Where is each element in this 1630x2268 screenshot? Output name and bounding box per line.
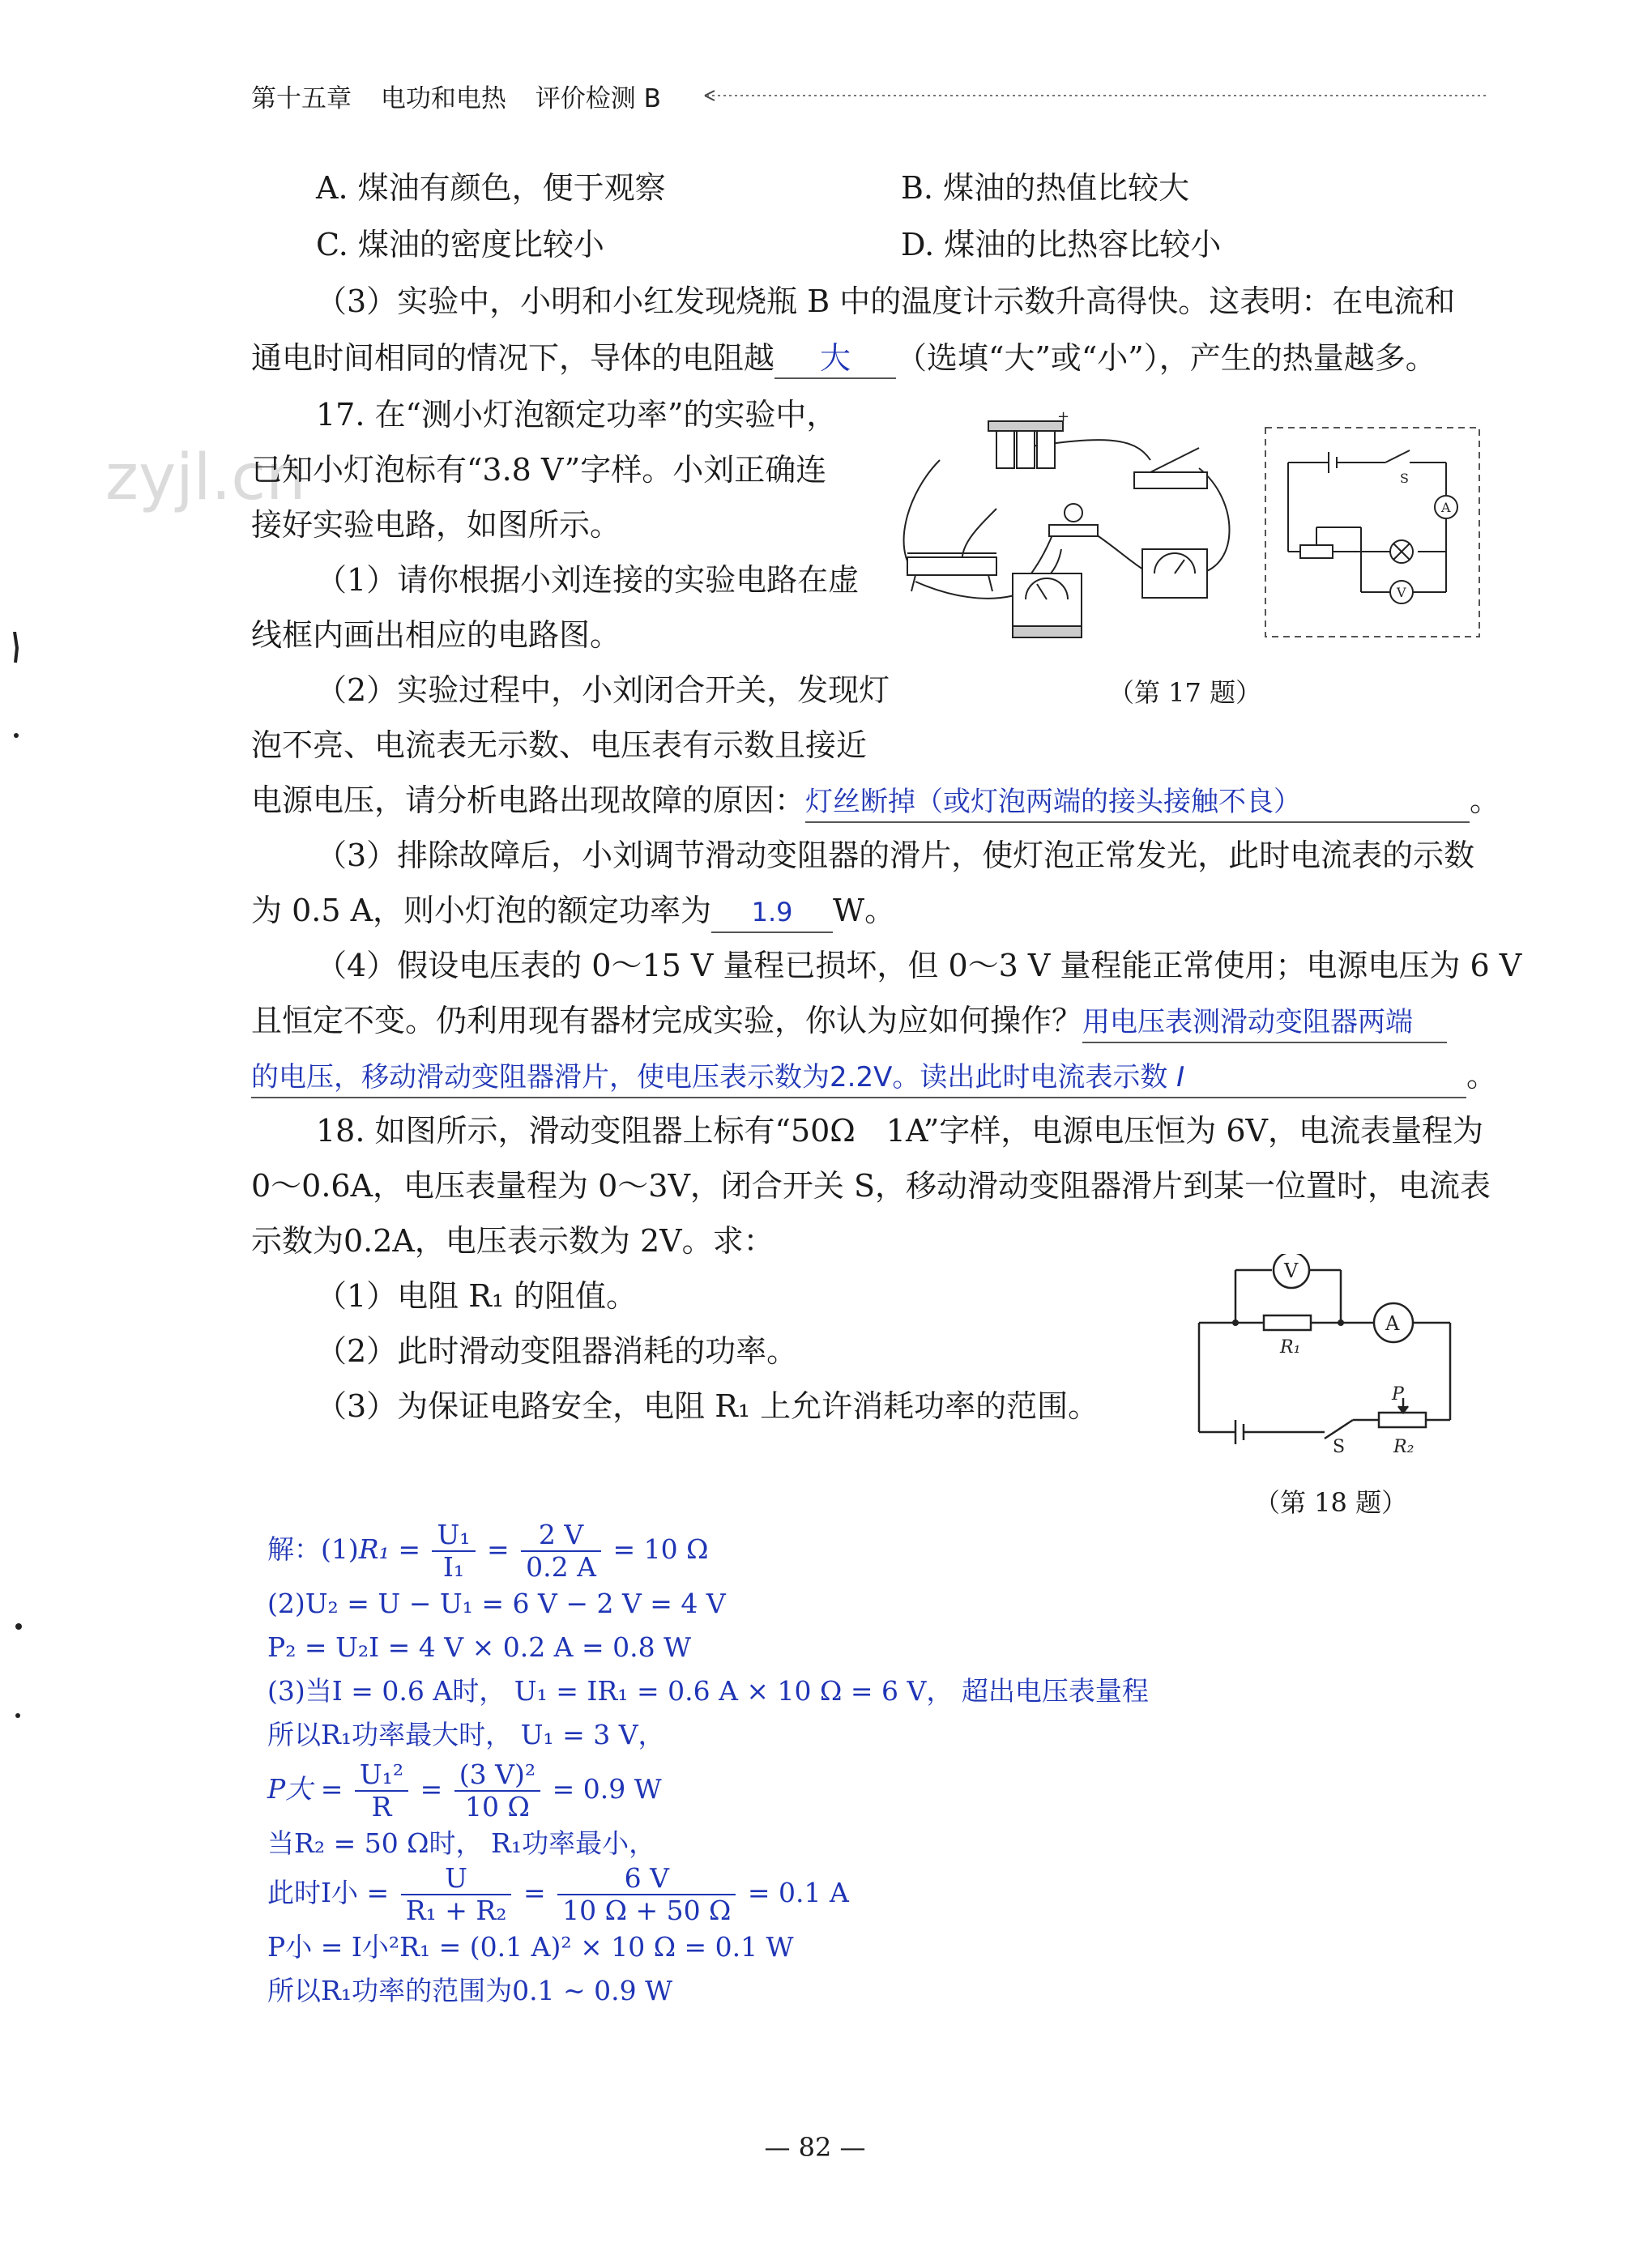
- solution-step9: P小 = I小²R₁ = (0.1 A)² × 10 Ω = 0.1 W: [267, 1931, 794, 1963]
- solution-step1: 解：(1)R₁ = $\frac{\text{U₁}}{\text{I₁}}$ = $\frac{2 V}{0.2 A}$ = 10 Ω: [267, 1519, 709, 1583]
- q17-line6: （2）实验过程中，小刘闭合开关，发现灯: [316, 672, 890, 708]
- fig18-r1-label: R₁: [1280, 1337, 1301, 1358]
- fig18-s-label: S: [1333, 1437, 1346, 1457]
- watermark: zyjl.cn: [105, 441, 306, 514]
- q17-line4: （1）请你根据小刘连接的实验电路在虚: [316, 562, 860, 598]
- q18-part3: （3）为保证电路安全，电阻 R₁ 上允许消耗功率的范围。: [316, 1388, 1099, 1424]
- q17-line8: 电源电压，请分析电路出现故障的原因：灯丝断掉（或灯泡两端的接头接触不良） 。: [251, 781, 1500, 823]
- q18-part1: （1）电阻 R₁ 的阻值。: [316, 1278, 638, 1314]
- q17-line3: 接好实验电路，如图所示。: [251, 507, 621, 543]
- q17-line7: 泡不亮、电流表无示数、电压表有示数且接近: [251, 727, 868, 763]
- bulb-icon: [1049, 504, 1098, 536]
- solution-step6: P大 = $\frac{\text{U₁²}}{R}$ = $\frac{\text{(3 V)²}}{10 \Omega}$ = 0.9 W: [267, 1759, 662, 1823]
- fig18-p-label: P: [1392, 1384, 1404, 1405]
- q17-line10: 为 0.5 A，则小灯泡的额定功率为 1.9 W。: [251, 891, 895, 933]
- option-c: C. 煤油的密度比较小: [316, 227, 604, 262]
- answer-operation-b: 的电压，移动滑动变阻器滑片，使电压表示数为2.2V。读出此时电流表示数 I: [251, 1058, 1466, 1098]
- section-label: 评价检测 B: [535, 84, 661, 113]
- q17-line5: 线框内画出相应的电路图。: [251, 617, 621, 653]
- q17-line13: 的电压，移动滑动变阻器滑片，使电压表示数为2.2V。读出此时电流表示数 I 。: [251, 1056, 1497, 1098]
- q17-line12: 且恒定不变。仍利用现有器材完成实验，你认为应如何操作？用电压表测滑动变阻器两端: [251, 1001, 1447, 1043]
- chapter-label: 第十五章: [251, 84, 352, 113]
- option-d: D. 煤油的比热容比较小: [901, 227, 1222, 262]
- answer-power: 1.9: [711, 893, 833, 933]
- q16-3-line1: （3）实验中，小明和小红发现烧瓶 B 中的温度计示数升高得快。这表明：在电流和: [316, 284, 1456, 319]
- scan-marks: [8, 632, 24, 1766]
- answer-bigger: 大: [774, 339, 896, 379]
- solution-step3: P₂ = U₂I = 4 V × 0.2 A = 0.8 W: [267, 1631, 692, 1663]
- q18-line3: 示数为0.2A，电压表示数为 2V。求：: [251, 1223, 774, 1259]
- q17-line1: 17. 在“测小灯泡额定功率”的实验中，: [316, 397, 838, 433]
- q17-circuit-box: [1264, 426, 1481, 638]
- q17-line9: （3）排除故障后，小刘调节滑动变阻器的滑片，使灯泡正常发光，此时电流表的示数: [316, 838, 1475, 873]
- fig18-r2-label: R₂: [1393, 1437, 1415, 1457]
- q17-line2: 已知小灯泡标有“3.8 V”字样。小刘正确连: [251, 452, 827, 488]
- q17-line11: （4）假设电压表的 0～15 V 量程已损坏，但 0～3 V 量程能正常使用；电源电压为 6 V: [316, 948, 1522, 983]
- answer-fault: 灯丝断掉（或灯泡两端的接头接触不良）: [805, 782, 1470, 823]
- solution-step4: (3)当I = 0.6 A时， U₁ = IR₁ = 0.6 A × 10 Ω = 6 V， 超出电压表量程: [267, 1675, 1149, 1707]
- battery-icon: [988, 421, 1063, 468]
- circuit-s-label: S: [1400, 471, 1409, 486]
- solution-step5: 所以R₁功率最大时， U₁ = 3 V，: [267, 1719, 665, 1750]
- topic-label: 电功和电热: [380, 84, 506, 113]
- q18-line2: 0～0.6A，电压表量程为 0～3V，闭合开关 S，移动滑动变阻器滑片到某一位置时，电流表: [251, 1168, 1491, 1204]
- fig18-v-label: V: [1284, 1260, 1299, 1282]
- q18-part2: （2）此时滑动变阻器消耗的功率。: [316, 1333, 798, 1369]
- solution-step2: (2)U₂ = U − U₁ = 6 V − 2 V = 4 V: [267, 1588, 726, 1619]
- solution-step7: 当R₂ = 50 Ω时， R₁功率最小，: [267, 1827, 656, 1859]
- circuit-a-label: A: [1441, 500, 1451, 515]
- q18-line1: 18. 如图所示，滑动变阻器上标有“50Ω 1A”字样，电源电压恒为 6V，电流表量程为: [316, 1113, 1483, 1149]
- q17-caption: （第 17 题）: [1108, 677, 1262, 708]
- rheostat-icon: [907, 553, 996, 591]
- page-header: [251, 78, 661, 114]
- q17-apparatus-figure: [891, 411, 1248, 654]
- circuit-v-label: V: [1397, 585, 1406, 600]
- q18-circuit-figure: [1191, 1254, 1466, 1464]
- ammeter-icon: [1142, 549, 1207, 598]
- q16-3-line2: 通电时间相同的情况下，导体的电阻越 大 （选填“大”或“小”），产生的热量越多。: [251, 339, 1436, 379]
- q18-caption: （第 18 题）: [1254, 1487, 1408, 1518]
- option-b: B. 煤油的热值比较大: [901, 170, 1190, 206]
- battery-plus-label: +: [1057, 411, 1070, 425]
- header-dotted-rule: [703, 87, 1489, 104]
- answer-operation-a: 用电压表测滑动变阻器两端: [1082, 1003, 1447, 1043]
- page-number: — 82 —: [764, 2132, 866, 2163]
- fig18-a-label: A: [1385, 1312, 1400, 1335]
- solution-step10: 所以R₁功率的范围为0.1 ~ 0.9 W: [267, 1975, 673, 2006]
- solution-step8: 此时I小 = $\frac{U}{\text{R₁ + R₂}}$ = $\frac{6 V}{10 \Omega + 50 \Omega}$ = 0.1 A: [267, 1862, 849, 1926]
- option-a: A. 煤油有颜色，便于观察: [316, 170, 666, 206]
- voltmeter-icon: [1013, 573, 1082, 637]
